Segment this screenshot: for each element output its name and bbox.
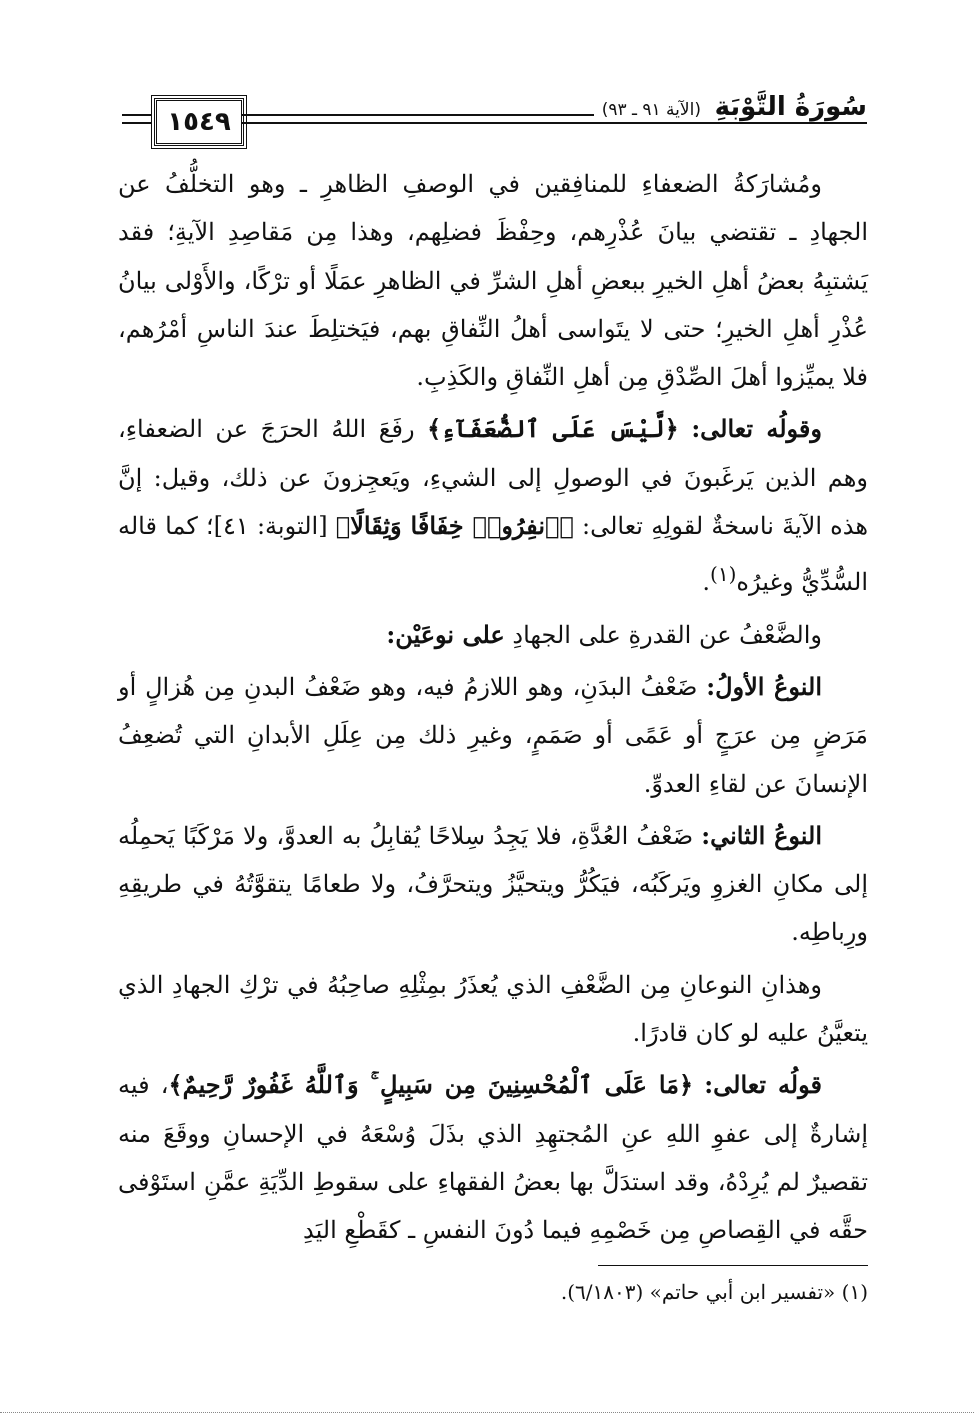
paragraph-4 [118, 663, 868, 808]
footnote-marker: (١) [710, 562, 737, 587]
page-number-text: ١٥٤٩ [167, 107, 231, 137]
quran-quote: ﴿ٱنفِرُوا۟ خِفَافًا وَثِقَالًا﴾ [335, 511, 574, 541]
paragraph-text: رفَعَ اللهُ الحرَجَ عن الضعفاءِ، وهم الذين يَرغَبونَ في الوصولِ إلى الشيءِ، ويَعجِزونَ عن ذلك، وقيل: إنَّ هذه الآيةَ ناسخةٌ لقولِهِ تعالى: [118, 415, 869, 541]
paragraph-lead: قولُه تعالى: [704, 1070, 822, 1100]
paragraph-text: [التوبة: ٤١]؛ كما قاله السُّدِّيُّ وغيرُه [118, 512, 868, 597]
paragraph-text: ضَعْفُ العُدَّةِ، فلا يَجِدُ سِلاحًا يُقابِلُ به العدوَّ، ولا مَرْكَبًا يَحمِلُه إلى مكانِ الغزوِ ويَركَبُه، فيَكُرُّ ويتحيَّزُ ويتحرَّفُ، ولا طعامًا يتقوَّتُهُ في طريقِهِ ورِباطِه. [118, 821, 868, 947]
header-rule-left [122, 114, 152, 124]
scan-edge-dots [0, 1412, 974, 1413]
paragraph-bold-tail: على نوعَيْن: [386, 619, 505, 649]
paragraph-lead: النوعُ الثاني: [701, 820, 823, 850]
footnote [118, 1275, 868, 1309]
page-header [122, 92, 867, 148]
verse-reference: (الآية ٩١ ـ ٩٣) [601, 100, 701, 120]
footnote-text: «تفسير ابن أبي حاتم» (٦/١٨٠٣). [560, 1280, 836, 1304]
quran-quote: ﴿لَّيْسَ عَلَى ٱلضُّعَفَآءِ﴾ [427, 414, 679, 444]
paragraph-text: وهذانِ النوعانِ مِن الضَّعْفِ الذي يُعذَرُ بمِثْلِهِ صاحِبُهُ في ترْكِ الجهادِ الذي يتعيَّنُ عليه لو كان قادرًا. [118, 970, 868, 1048]
paragraph-6 [118, 961, 868, 1058]
paragraph-7 [118, 1061, 868, 1254]
main-text [118, 160, 868, 1259]
paragraph-3 [118, 611, 868, 659]
page-number [154, 98, 244, 146]
paragraph-5 [118, 812, 868, 957]
quran-quote: ﴿مَا عَلَى ٱلْمُحْسِنِينَ مِن سَبِيلٍ ۚ وَٱللَّهُ غَفُورٌ رَّحِيمٌ﴾ [168, 1070, 694, 1100]
paragraph-text: ، فيه إشارةٌ إلى عفوِ اللهِ عنِ المُجتهِدِ الذي بذَلَ وُسْعَهُ في الإحسانِ ووقَعَ منه تقصيرٌ لم يُرِدْهُ، وقد استدَلَّ بها بعضُ الفقهاءِ على سقوطِ الدِّيَةِ عمَّنِ استَوْفى حقَّه في القِصاصِ مِن خَصْمِهِ فيما دُونَ النفسِ ـ كقَطْعِ اليَدِ [118, 1071, 868, 1245]
running-head [594, 92, 867, 122]
paragraph-lead: وقولُه تعالى: [691, 414, 822, 444]
paragraph-2 [118, 405, 868, 606]
footnote-number: (١) [841, 1280, 868, 1304]
paragraph-text: ضَعْفُ البدَنِ، وهو اللازمُ فيه، وهو ضَعْفُ البدنِ مِن هُزالٍ أو مَرَضٍ مِن عرَجٍ أو عَمًى أو صَمَمٍ، وغيرِ ذلك مِن عِلَلِ الأبدانِ التي تُضعِفُ الإنسانَ عن لقاءِ العدوِّ. [118, 672, 869, 798]
paragraph-text: ومُشارَكةُ الضعفاءِ للمنافِقين في الوصفِ الظاهرِ ـ وهو التخلُّفُ عن الجهادِ ـ تقتضي بيانَ عُذْرِهم، وحِفْظَ فضلِهم، وهذا مِن مَقاصِدِ الآيةِ؛ فقد يَشتبِهُ بعضُ أهلِ الخيرِ ببعضِ أهلِ الشرِّ في الظاهرِ عمَلًا أو ترْكًا، والأَوْلى بيانُ عُذْرِ أهلِ الخيرِ؛ حتى لا يتَواسى أهلُ النِّفاقِ بهم، فيَختلِطَ عندَ الناسِ أمْرُهم، فلا يميِّزوا أهلَ الصِّدْقِ مِن أهلِ النِّفاقِ والكَذِبِ. [118, 170, 869, 392]
paragraph-lead: النوعُ الأولُ: [706, 671, 822, 701]
paragraph-text: والضَّعْفُ عن القدرةِ على الجهادِ [512, 620, 822, 649]
paragraph-1 [118, 160, 868, 401]
footnote-divider [598, 1265, 868, 1266]
sura-title: سُورَةُ التَّوْبَةِ [714, 92, 867, 122]
paragraph-end: . [702, 568, 711, 597]
